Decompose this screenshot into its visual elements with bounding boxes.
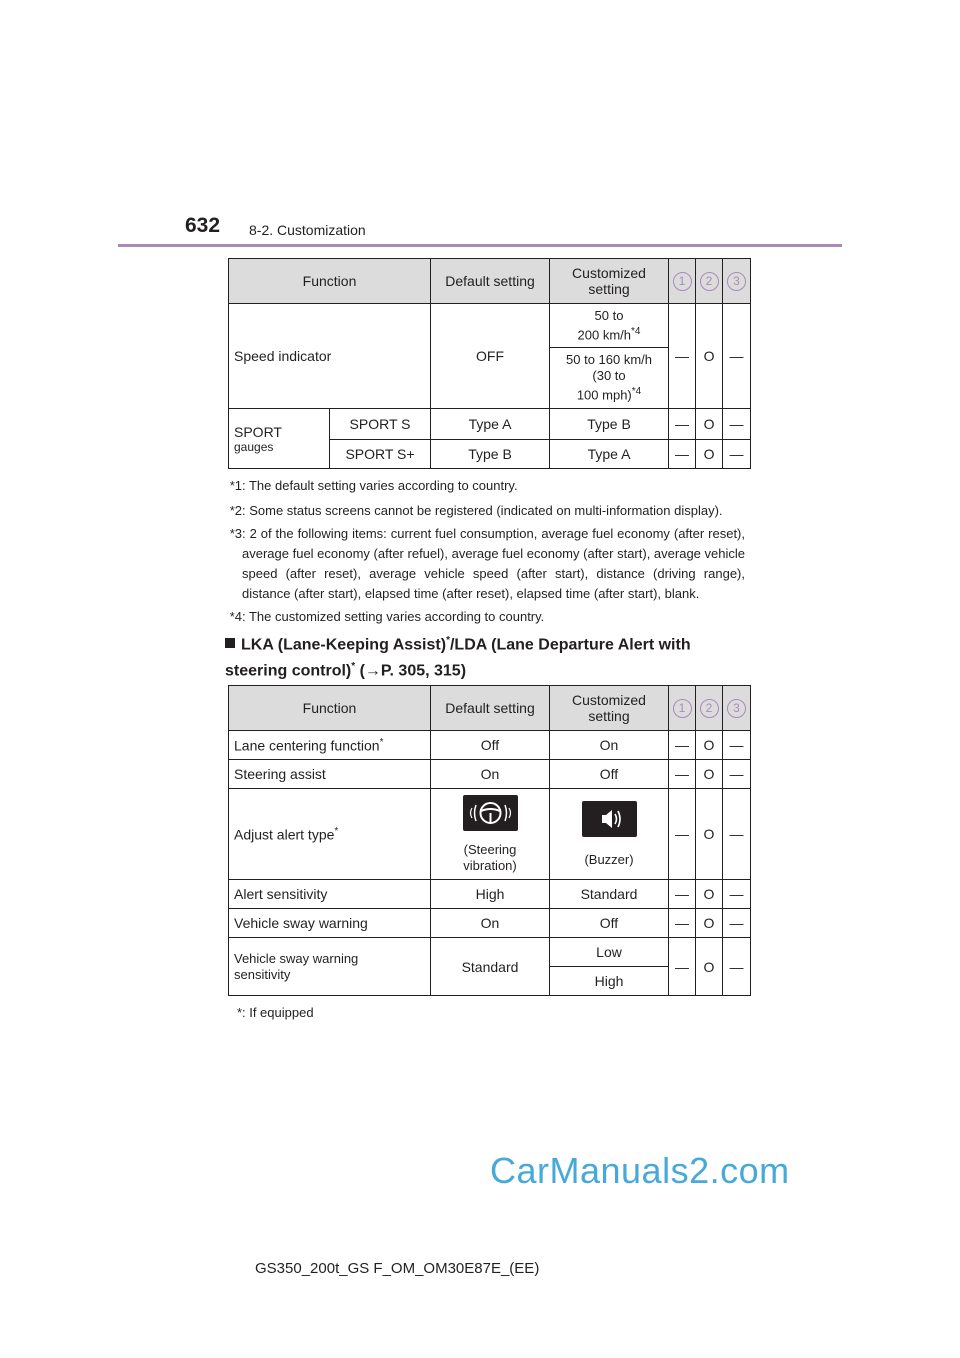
- customization-table-1: [228, 258, 751, 469]
- row-m1: —: [669, 909, 696, 938]
- row-m1: —: [669, 760, 696, 789]
- speed-option-2-value: 100 mph): [576, 387, 632, 403]
- col-default: Default setting: [431, 259, 550, 304]
- speed-option-2: [550, 348, 669, 409]
- row-m2: O: [696, 880, 723, 909]
- speed-m3: —: [723, 304, 751, 409]
- heading-bullet-icon: [225, 638, 235, 648]
- footnote-star: *: [334, 825, 339, 837]
- col-customized: Customized setting: [550, 686, 669, 731]
- row-m2: O: [696, 789, 723, 880]
- sport-s-m2: O: [696, 409, 723, 440]
- col-function: Function: [229, 259, 431, 304]
- watermark: CarManuals2.com: [490, 1150, 790, 1191]
- steering-vibration-label: (Steering vibration): [463, 841, 517, 873]
- buzzer-label: (Buzzer): [584, 851, 634, 867]
- sport-splus-m3: —: [723, 440, 751, 469]
- header-rule: [118, 244, 842, 247]
- row-custom: On: [550, 731, 669, 760]
- speed-option-1: [550, 304, 669, 348]
- heading-star-2: *: [351, 661, 356, 673]
- row-custom: [550, 789, 669, 880]
- row-label: [229, 731, 431, 760]
- row-custom: Off: [550, 909, 669, 938]
- table-row: [229, 880, 751, 909]
- footnote-4: [218, 607, 748, 627]
- row-label: Alert sensitivity: [229, 880, 431, 909]
- speed-option-1-line-2: [550, 324, 668, 343]
- footnote-star: *: [379, 736, 384, 748]
- circle-2-icon: 2: [700, 272, 719, 291]
- table-row: [229, 304, 751, 348]
- table-row: [229, 731, 751, 760]
- row-default: High: [431, 880, 550, 909]
- col-default: Default setting: [431, 686, 550, 731]
- sport-s-custom: Type B: [550, 409, 669, 440]
- col-customized: Customized setting: [550, 259, 669, 304]
- heading-part-1: LKA (Lane-Keeping Assist): [241, 636, 447, 654]
- col-circle-2: [696, 259, 723, 304]
- footnote-text: : Some status screens cannot be registered (indicated on multi-information display).: [242, 503, 723, 518]
- heading-part-2: /LDA (Lane Departure Alert with steering control): [225, 636, 691, 680]
- row-m2: O: [696, 731, 723, 760]
- buzzer-speaker-icon: [582, 801, 637, 837]
- row-m2: O: [696, 760, 723, 789]
- row-m3: —: [723, 731, 751, 760]
- speed-option-2-line-3: [550, 384, 668, 403]
- sport-gauges-label: [229, 409, 330, 469]
- lane-centering-label: Lane centering function: [234, 737, 380, 754]
- adjust-alert-type-label: Adjust alert type: [234, 826, 335, 843]
- col-circle-1: [669, 686, 696, 731]
- sport-splus-m1: —: [669, 440, 696, 469]
- row-default: Off: [431, 731, 550, 760]
- speed-indicator-label: Speed indicator: [229, 304, 431, 409]
- sway-sensitivity-m2: O: [696, 938, 723, 996]
- section-title: 8-2. Customization: [249, 222, 366, 238]
- row-m3: —: [723, 880, 751, 909]
- speed-option-2-line-2: (30 to: [592, 368, 626, 384]
- row-label: Vehicle sway warning: [229, 909, 431, 938]
- speed-option-1-value: 200 km/h: [577, 327, 632, 343]
- speed-option-2-line-1: 50 to 160 km/h: [566, 352, 653, 368]
- speed-option-1-footnote: *4: [631, 325, 641, 337]
- page-number: 632: [185, 214, 221, 237]
- speed-m2: O: [696, 304, 723, 409]
- sport-splus-default: Type B: [431, 440, 550, 469]
- speed-option-1-line-1: 50 to: [594, 307, 624, 323]
- row-m1: —: [669, 789, 696, 880]
- sport-gauges-label-line-2: gauges: [234, 439, 274, 454]
- footnote-mark: *4: [229, 609, 242, 624]
- sway-sensitivity-option-high: High: [550, 967, 669, 996]
- speed-option-2-footnote: *4: [631, 386, 642, 398]
- row-m3: —: [723, 760, 751, 789]
- table-row: [229, 760, 751, 789]
- table-row: [229, 409, 751, 440]
- footnote-mark: *3: [229, 526, 242, 541]
- sport-s-mode: SPORT S: [330, 409, 431, 440]
- col-circle-2: [696, 686, 723, 731]
- sway-sensitivity-m1: —: [669, 938, 696, 996]
- circle-1-icon: 1: [673, 272, 692, 291]
- page-reference-link[interactable]: (→P. 305, 315): [355, 662, 467, 680]
- col-circle-3: [723, 259, 751, 304]
- circle-1-icon: 1: [673, 699, 692, 718]
- row-custom: Standard: [550, 880, 669, 909]
- row-default: [431, 789, 550, 880]
- circle-3-icon: 3: [727, 272, 746, 291]
- sway-sensitivity-default: Standard: [431, 938, 550, 996]
- row-default: On: [431, 909, 550, 938]
- row-m3: —: [723, 909, 751, 938]
- heading-star-1: *: [446, 635, 450, 646]
- row-m1: —: [669, 731, 696, 760]
- row-m1: —: [669, 880, 696, 909]
- footnote-mark: *: [236, 1005, 242, 1020]
- steering-wheel-icon: [463, 795, 518, 831]
- sport-splus-m2: O: [696, 440, 723, 469]
- sport-s-m3: —: [723, 409, 751, 440]
- row-custom: Off: [550, 760, 669, 789]
- table-row: [229, 789, 751, 880]
- lka-lda-heading: [225, 630, 747, 683]
- footnote-mark: *2: [229, 503, 242, 518]
- sport-splus-mode: SPORT S+: [330, 440, 431, 469]
- table-header-row: [229, 259, 751, 304]
- table-header-row: [229, 686, 751, 731]
- row-label: [229, 789, 431, 880]
- col-function: Function: [229, 686, 431, 731]
- table-row: [229, 909, 751, 938]
- sway-sensitivity-m3: —: [723, 938, 751, 996]
- sport-s-m1: —: [669, 409, 696, 440]
- footnote-text: : The customized setting varies according to country.: [242, 609, 545, 624]
- sway-sensitivity-option-low: Low: [550, 938, 669, 967]
- footnote-1: [218, 476, 748, 496]
- footnote-text: : If equipped: [242, 1005, 314, 1020]
- col-circle-3: [723, 686, 751, 731]
- footnote-if-equipped: [218, 1003, 748, 1023]
- document-code: GS350_200t_GS F_OM_OM30E87E_(EE): [255, 1260, 540, 1277]
- col-circle-1: [669, 259, 696, 304]
- footnote-3: [218, 524, 748, 604]
- speed-m1: —: [669, 304, 696, 409]
- row-label: Steering assist: [229, 760, 431, 789]
- footnote-text: : 2 of the following items: current fuel consumption, average fuel economy (after reset), average fuel economy (after refuel), average fuel economy (after start), average vehicle speed (after reset), average vehicle speed (after start), distance (driving range), distance (after start), elapsed time (after reset), elapsed time (after start), blank.: [242, 526, 745, 601]
- footnote-mark: *1: [229, 478, 242, 493]
- footnote-text: : The default setting varies according to country.: [242, 478, 518, 493]
- sport-s-default: Type A: [431, 409, 550, 440]
- circle-3-icon: 3: [727, 699, 746, 718]
- circle-2-icon: 2: [700, 699, 719, 718]
- table-row: [229, 938, 751, 967]
- speed-indicator-default: OFF: [431, 304, 550, 409]
- row-m2: O: [696, 909, 723, 938]
- row-default: On: [431, 760, 550, 789]
- sport-gauges-label-line-1: SPORT: [234, 423, 282, 440]
- sway-sensitivity-label: Vehicle sway warning sensitivity: [229, 938, 431, 996]
- sport-splus-custom: Type A: [550, 440, 669, 469]
- footnote-2: [218, 501, 748, 521]
- customization-table-2: [228, 685, 751, 996]
- row-m3: —: [723, 789, 751, 880]
